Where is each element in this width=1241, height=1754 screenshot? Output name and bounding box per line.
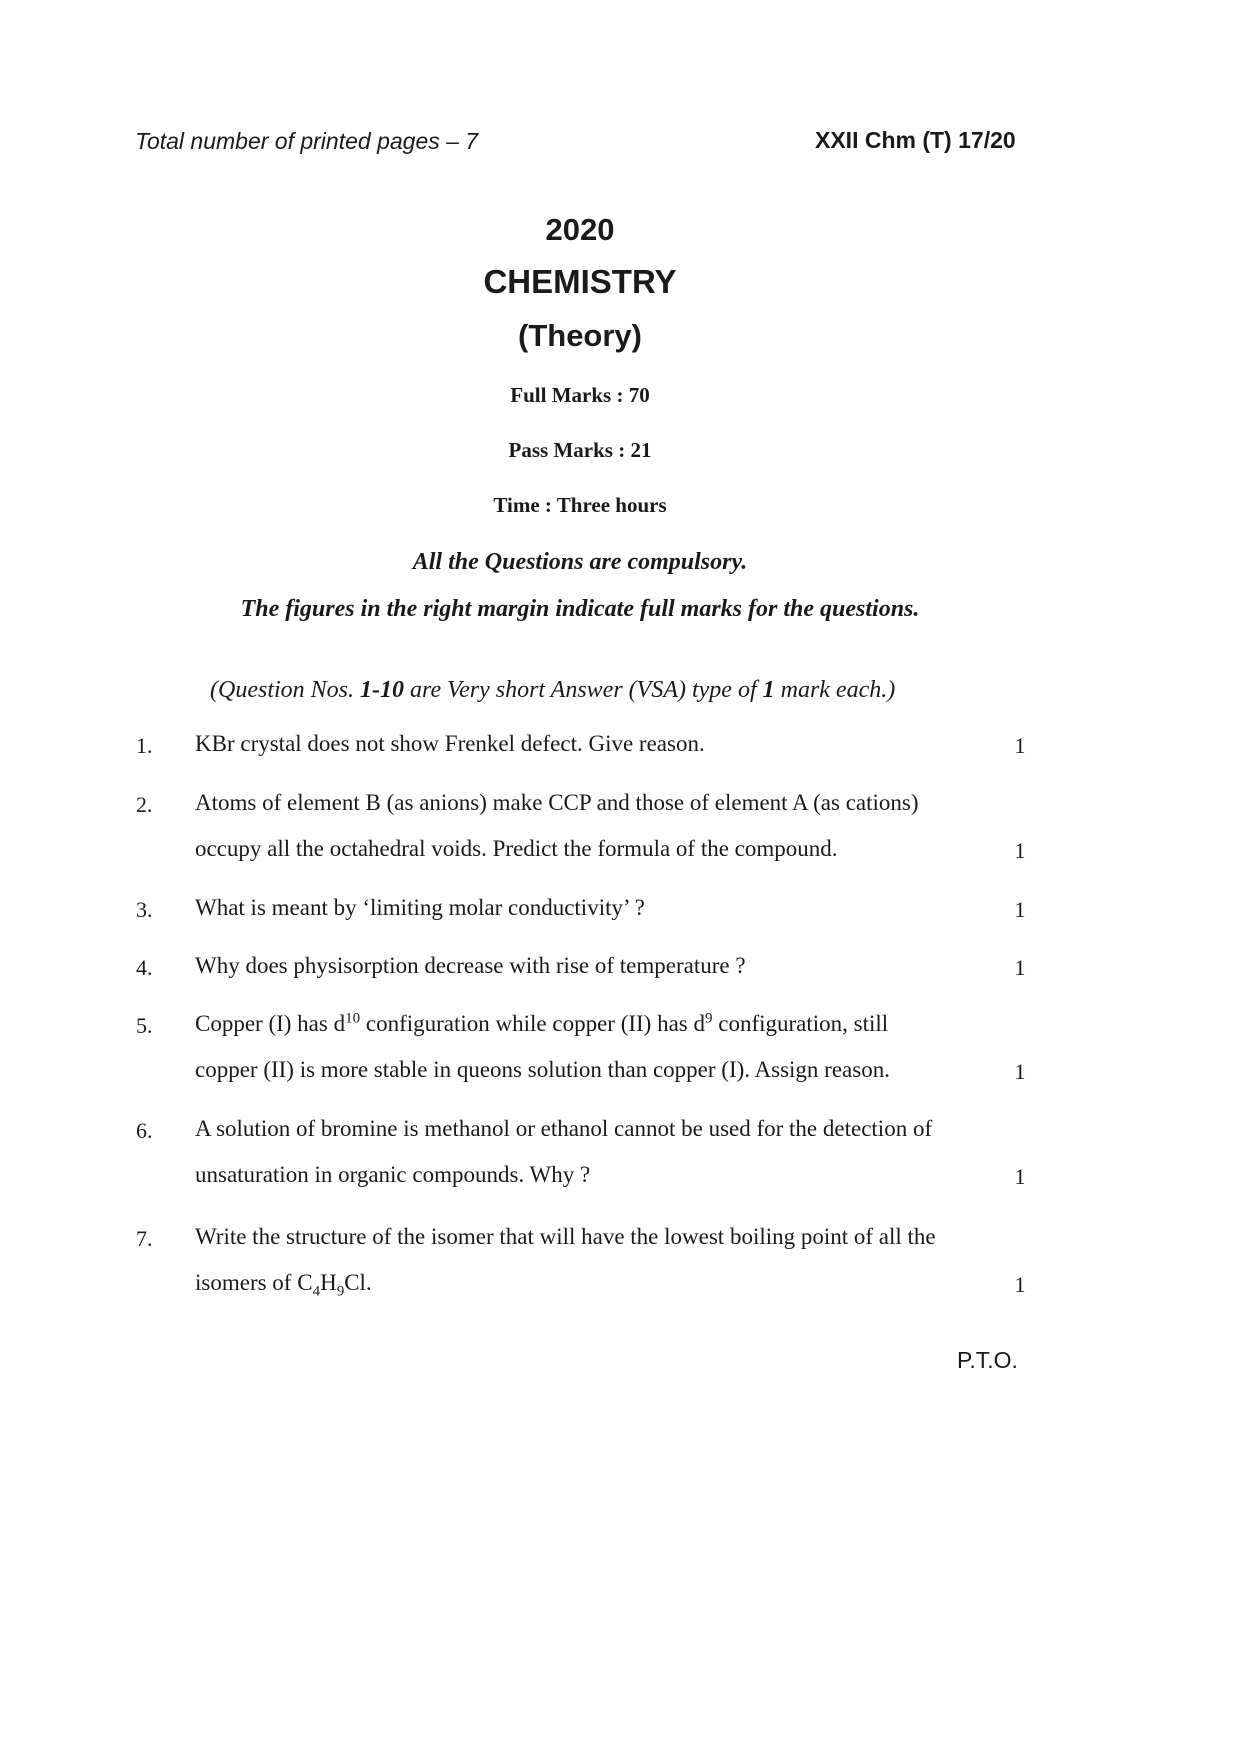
- instruction-compulsory: All the Questions are compulsory.: [412, 549, 748, 575]
- time-label: Time: [493, 493, 540, 517]
- question-text-line: A solution of bromine is methanol or ethanol cannot be used for the detection of: [195, 1116, 933, 1141]
- please-turn-over: P.T.O.: [957, 1347, 1018, 1373]
- question-text-line: unsaturation in organic compounds. Why ?: [195, 1162, 591, 1187]
- question-text-line: [195, 1001, 1035, 1047]
- question-text-line: copper (II) is more stable in queons solution than copper (I). Assign reason.: [195, 1057, 890, 1082]
- section-note-mid: are Very short Answer (VSA) type of: [404, 677, 763, 703]
- question-text: What is meant by ‘limiting molar conductivity’ ?: [195, 895, 645, 920]
- question-mark: 1: [1014, 955, 1026, 980]
- paper-code: XXII Chm (T) 17/20: [815, 127, 1016, 153]
- paper-type: (Theory): [518, 318, 642, 353]
- pass-marks: Pass Marks : 21: [508, 438, 652, 462]
- question-mark: 1: [1014, 1272, 1026, 1297]
- question-number: 6.: [136, 1118, 153, 1143]
- question-text-line: occupy all the octahedral voids. Predict the formula of the compound.: [195, 836, 838, 861]
- instruction-margin-marks: The figures in the right margin indicate full marks for the questions.: [240, 596, 920, 622]
- question-number: 2.: [136, 792, 153, 817]
- question-mark: 1: [1014, 1164, 1026, 1189]
- question-text: KBr crystal does not show Frenkel defect. Give reason.: [195, 731, 705, 756]
- text-fragment: isomers of C: [195, 1270, 313, 1295]
- section-note-marks: 1: [762, 677, 775, 703]
- section-note-pre: (Question Nos.: [210, 677, 360, 703]
- question-number: 5.: [136, 1013, 153, 1038]
- text-fragment: H: [320, 1270, 337, 1295]
- question-mark: 1: [1014, 897, 1026, 922]
- pass-marks-value: 21: [630, 438, 652, 462]
- pass-marks-label: Pass Marks: [508, 438, 613, 462]
- question-number: 1.: [136, 733, 153, 758]
- subscript: 4: [312, 1283, 321, 1300]
- question-text-line: [195, 1260, 1035, 1306]
- full-marks-value: 70: [628, 383, 650, 407]
- question-number: 4.: [136, 955, 153, 980]
- section-note-post: mark each.): [774, 677, 896, 703]
- question-text: [195, 780, 1035, 872]
- exam-year: 2020: [545, 212, 615, 247]
- section-note-range: 1-10: [360, 677, 404, 703]
- section-note: [210, 677, 895, 704]
- superscript: 9: [705, 1010, 713, 1027]
- question-number: 3.: [136, 897, 153, 922]
- text-fragment: Copper (I) has d: [195, 1011, 346, 1036]
- question-text: [195, 1106, 1035, 1198]
- text-fragment: configuration while copper (II) has d: [360, 1011, 705, 1036]
- text-fragment: configuration, still: [712, 1011, 889, 1036]
- superscript: 10: [345, 1010, 361, 1027]
- question-text: [195, 1214, 1035, 1306]
- time-allowed: Time : Three hours: [493, 493, 667, 517]
- question-text: [195, 1001, 1035, 1093]
- question-number: 7.: [136, 1226, 153, 1251]
- time-value: Three hours: [556, 493, 667, 517]
- question-text-line: Atoms of element B (as anions) make CCP and those of element A (as cations): [195, 790, 919, 815]
- printed-pages-note: Total number of printed pages – 7: [135, 128, 479, 154]
- subscript: 9: [336, 1283, 345, 1300]
- question-mark: 1: [1014, 1059, 1026, 1084]
- question-mark: 1: [1014, 838, 1026, 863]
- question-text-line: Write the structure of the isomer that will have the lowest boiling point of all the: [195, 1224, 936, 1249]
- subject-title: CHEMISTRY: [483, 263, 677, 300]
- full-marks: Full Marks : 70: [510, 383, 650, 407]
- full-marks-label: Full Marks: [510, 383, 612, 407]
- question-mark: 1: [1014, 733, 1026, 758]
- text-fragment: Cl.: [344, 1270, 372, 1295]
- question-text: Why does physisorption decrease with rise of temperature ?: [195, 953, 746, 978]
